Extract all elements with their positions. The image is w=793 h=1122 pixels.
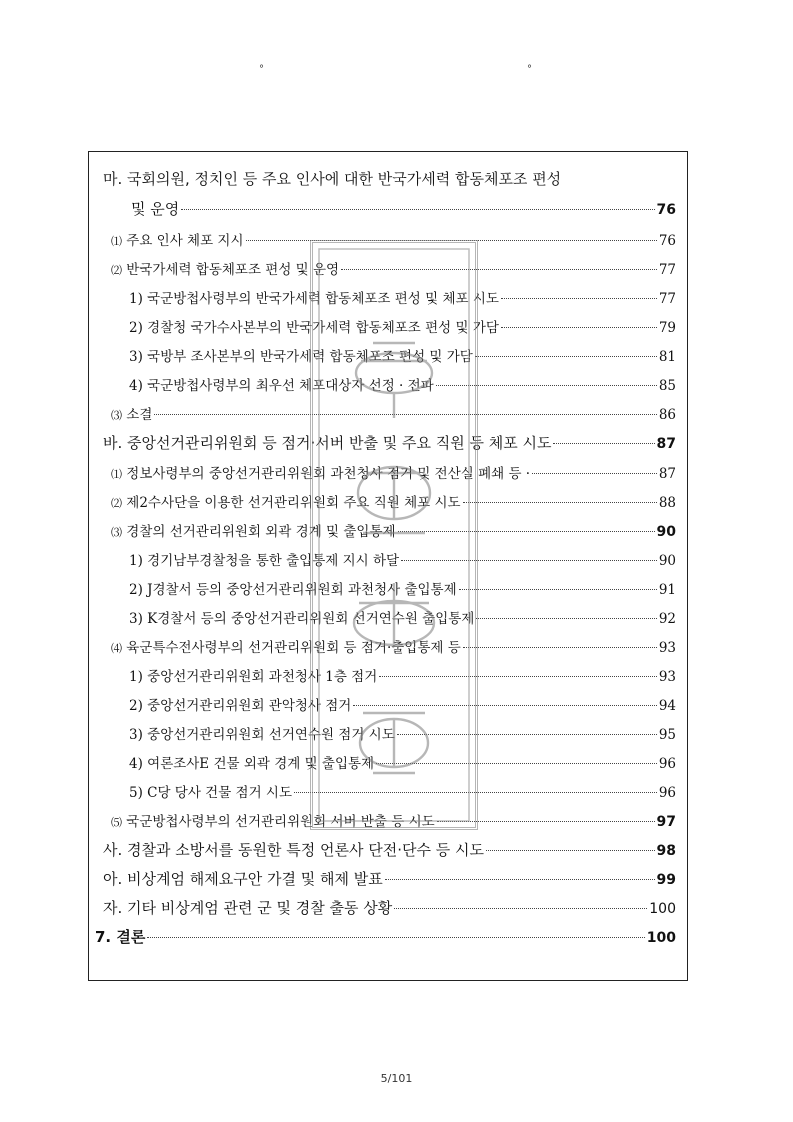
toc-entry-ba-4-1[interactable] [129,665,676,685]
toc-entry-text: 4) 국군방첩사령부의 최우선 체포대상자 선정 · 전파 [129,378,434,394]
toc-entry-text: 바. 중앙선거관리위원회 등 점거·서버 반출 및 주요 직원 등 체포 시도 [103,434,552,452]
toc-entry-text: 경찰의 선거관리위원회 외곽 경계 및 출입통제 [126,524,396,540]
toc-page-number: 94 [658,698,676,714]
toc-page-number: 87 [658,466,676,482]
toc-entry-text: 2) J경찰서 등의 중앙선거관리위원회 과천청사 출입통제 [129,582,457,598]
toc-entry-ma-2[interactable] [111,258,676,278]
toc-entry-ba-4-5[interactable] [129,781,676,801]
toc-entry-ba-4[interactable] [111,636,676,656]
toc-page-number: 77 [658,291,676,307]
table-of-contents [88,151,688,981]
toc-entry-ba-1[interactable] [111,462,676,482]
toc-entry-ma-2-3[interactable] [129,345,676,365]
toc-page-number: 85 [658,378,676,394]
toc-leader-dots [379,676,657,677]
toc-entry-ma-2-1[interactable] [129,287,676,307]
toc-leader-dots [475,356,657,357]
toc-entry-text: 주요 인사 체포 지시 [126,233,244,249]
toc-leader-dots [385,879,655,880]
toc-page-number: 92 [658,611,676,627]
toc-page-number: 99 [656,872,676,888]
toc-entry-ma-3[interactable] [111,403,676,423]
toc-entry-ba-2[interactable] [111,491,676,511]
toc-entry-number: ⑶ [111,409,122,422]
toc-entry-ba[interactable] [103,432,676,453]
toc-page-number: 90 [658,553,676,569]
toc-entry-text: 반국가세력 합동체포조 편성 및 운영 [126,262,340,278]
toc-leader-dots [463,502,657,503]
toc-entry-a[interactable] [103,868,676,889]
toc-leader-dots [459,589,657,590]
toc-entry-ja[interactable] [103,897,676,918]
toc-leader-dots [341,269,657,270]
toc-entry-ba-3-3[interactable] [129,607,676,627]
header-mark-right: ° [527,64,532,75]
toc-page-number: 100 [649,901,676,917]
toc-page-number: 76 [658,233,676,249]
toc-leader-dots [154,414,656,415]
toc-entry-ma-1[interactable] [111,229,676,249]
toc-entry-text: 국군방첩사령부의 선거관리위원회 서버 반출 등 시도 [126,814,435,830]
toc-entry-text: 자. 기타 비상계엄 관련 군 및 경찰 출동 상황 [103,899,393,917]
toc-page-number: 88 [658,495,676,511]
toc-entry-text: 1) 국군방첩사령부의 반국가세력 합동체포조 편성 및 체포 시도 [129,291,499,307]
toc-page-number: 97 [656,814,676,830]
toc-entry-ma-cont[interactable] [131,198,676,219]
toc-entry-ba-4-4[interactable] [129,752,676,772]
toc-leader-dots [437,821,655,822]
toc-entry-ba-3[interactable] [111,520,676,540]
toc-page-number: 76 [656,202,676,218]
toc-entry-text: 5) C당 당사 건물 점거 시도 [129,785,293,801]
toc-entry-number: ⑵ [111,264,122,277]
toc-leader-dots [401,560,657,561]
toc-entry-ba-3-1[interactable] [129,549,676,569]
toc-leader-dots [398,531,655,532]
header-mark-left: ° [259,64,264,75]
toc-entry-number: ⑸ [111,816,122,829]
toc-leader-dots [501,298,657,299]
toc-entry-text: 3) 중앙선거관리위원회 선거연수원 점거 시도 [129,727,395,743]
toc-page-number: 77 [658,262,676,278]
toc-entry-text: 정보사령부의 중앙선거관리위원회 과천청사 점거 및 전산실 폐쇄 등 · [126,466,531,482]
toc-leader-dots [532,473,657,474]
toc-leader-dots [397,734,657,735]
toc-leader-dots [463,647,657,648]
toc-page-number: 93 [658,640,676,656]
toc-leader-dots [476,618,656,619]
toc-leader-dots [294,792,657,793]
toc-page-number: 95 [658,727,676,743]
toc-entry-text: 사. 경찰과 소방서를 동원한 특정 언론사 단전·단수 등 시도 [103,841,484,859]
toc-entry-number: ⑶ [111,526,122,539]
toc-entry-number: ⑴ [111,235,122,248]
toc-entry-text: 육군특수전사령부의 선거관리위원회 등 점거·출입통제 등 [126,640,461,656]
toc-page-number: 98 [656,843,676,859]
toc-leader-dots [553,443,654,444]
toc-entry-text: 마. 국회의원, 정치인 등 주요 인사에 대한 반국가세력 합동체포조 편성 [103,170,562,188]
toc-page-number: 91 [658,582,676,598]
toc-entry-ma[interactable] [103,168,673,189]
toc-leader-dots [486,850,655,851]
toc-entry-sa[interactable] [103,839,676,860]
toc-page-number: 81 [658,349,676,365]
toc-page-number: 93 [658,669,676,685]
toc-leader-dots [147,937,644,938]
toc-entry-text: 1) 중앙선거관리위원회 과천청사 1층 점거 [129,669,378,685]
toc-entry-text: 3) 국방부 조사본부의 반국가세력 합동체포조 편성 및 가담 [129,349,473,365]
toc-page-number: 90 [656,524,676,540]
toc-entry-ma-2-2[interactable] [129,316,676,336]
toc-entry-ba-4-3[interactable] [129,723,676,743]
toc-entry-text: 아. 비상계엄 해제요구안 가결 및 해제 발표 [103,870,383,888]
toc-entry-number: ⑵ [111,497,122,510]
toc-entry-text: 7. 결론 [95,928,146,946]
toc-entry-text: 3) K경찰서 등의 중앙선거관리위원회 선거연수원 출입통제 [129,611,475,627]
toc-entry-number: ⑷ [111,642,122,655]
toc-page-number: 96 [658,756,676,772]
toc-entry-ma-2-4[interactable] [129,374,676,394]
toc-entry-text: 소결 [126,407,153,423]
toc-entry-text: 제2수사단을 이용한 선거관리위원회 주요 직원 체포 시도 [126,495,461,511]
toc-leader-dots [436,385,657,386]
toc-entry-number: ⑴ [111,468,122,481]
toc-entry-ba-4-2[interactable] [129,694,676,714]
toc-page-number: 100 [646,930,676,946]
toc-entry-ba-5[interactable] [111,810,676,830]
toc-entry-ba-3-2[interactable] [129,578,676,598]
toc-entry-conclusion[interactable] [95,926,676,947]
toc-leader-dots [181,209,654,210]
toc-page-number: 86 [658,407,676,423]
toc-page-number: 87 [656,436,676,452]
toc-entry-text: 4) 여론조사E 건물 외곽 경계 및 출입통제 [129,756,375,772]
toc-entry-text: 및 운영 [131,200,180,218]
page-indicator: 5/101 [380,1072,413,1085]
toc-page-number: 79 [658,320,676,336]
toc-leader-dots [246,240,657,241]
toc-entry-text: 1) 경기남부경찰청을 통한 출입통제 지시 하달 [129,553,400,569]
toc-leader-dots [394,908,647,909]
toc-leader-dots [376,763,657,764]
toc-leader-dots [501,327,657,328]
toc-page-number: 96 [658,785,676,801]
toc-entry-text: 2) 중앙선거관리위원회 관악청사 점거 [129,698,352,714]
toc-leader-dots [353,705,656,706]
toc-entry-text: 2) 경찰청 국가수사본부의 반국가세력 합동체포조 편성 및 가담 [129,320,499,336]
